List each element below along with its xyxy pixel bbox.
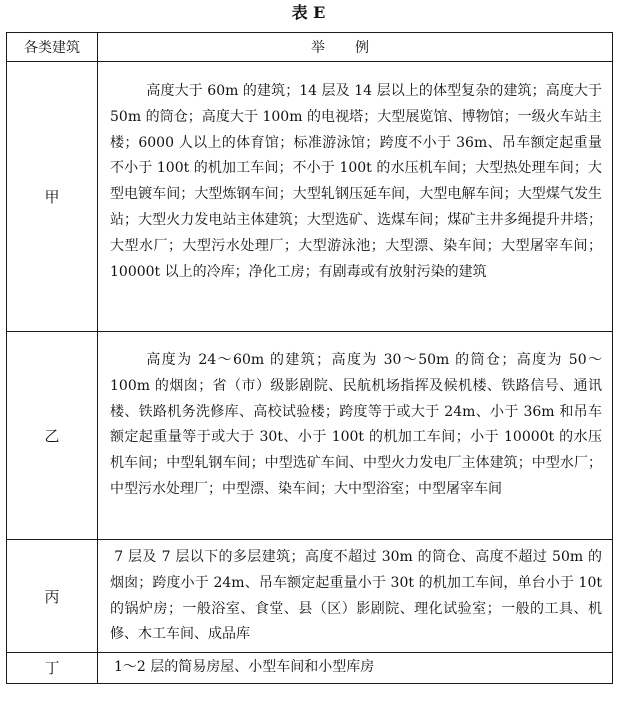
table-row <box>7 653 613 684</box>
table-title: 表 E <box>291 3 326 22</box>
header-examples: 举例 <box>98 33 613 62</box>
category-cell: 丙 <box>7 540 98 653</box>
table-row <box>7 62 613 332</box>
category-cell: 丁 <box>7 653 98 684</box>
examples-cell <box>98 62 613 332</box>
examples-text: 1～2 层的简易房屋、小型车间和小型库房 <box>114 659 375 675</box>
table-row <box>7 540 613 653</box>
examples-cell <box>98 653 613 684</box>
examples-text: 高度为 24～60m 的建筑；高度为 30～50m 的筒仓；高度为 50～100m 的烟囱；省（市）级影剧院、民航机场指挥及候机楼、铁路信号、通讯楼、铁路机务洗修库、高校试验楼；跨度等于或大于 24m、小于 36m 和吊车额定起重量等于或大于 30t、小于 100t 的机加工车间；小于 10000t 的水压机车间；中型轧钢车间；中型选矿车间、中型火力发电厂主体建筑；中型水厂；中型污水处理厂；中型漂、染车间；大中型浴室；中型屠宰车间 <box>110 352 602 497</box>
category-cell: 乙 <box>7 332 98 540</box>
examples-text: 7 层及 7 层以下的多层建筑；高度不超过 30m 的筒仓、高度不超过 50m 的烟囱；跨度小于 24m、吊车额定起重量小于 30t 的机加工车间，单台小于 10t 的锅炉房；一般浴室、食堂、县（区）影剧院、理化试验室；一般的工具、机修、木工车间、成品库 <box>110 549 602 643</box>
header-category: 各类建筑 <box>7 33 98 62</box>
table-row <box>7 332 613 540</box>
table-header-row <box>7 33 613 62</box>
examples-cell <box>98 332 613 540</box>
examples-cell <box>98 540 613 653</box>
category-cell: 甲 <box>7 62 98 332</box>
examples-text: 高度大于 60m 的建筑；14 层及 14 层以上的体型复杂的建筑；高度大于 50m 的筒仓；高度大于 100m 的电视塔；大型展览馆、博物馆；一级火车站主楼；6000 人以上的体育馆；标准游泳馆；跨度不小于 36m、吊车额定起重量不小于 100t 的机加工车间；不小于 100t 的水压机车间；大型热处理车间；大型电镀车间；大型炼钢车间；大型轧钢压延车间，大型电解车间；大型煤气发生站；大型火力发电站主体建筑；大型选矿、选煤车间；煤矿主井多绳提升井塔；大型水厂；大型污水处理厂；大型游泳池；大型漂、染车间；大型屠宰车间；10000t 以上的冷库；净化工房；有剧毒或有放射污染的建筑 <box>110 83 602 280</box>
building-category-table <box>6 32 613 684</box>
